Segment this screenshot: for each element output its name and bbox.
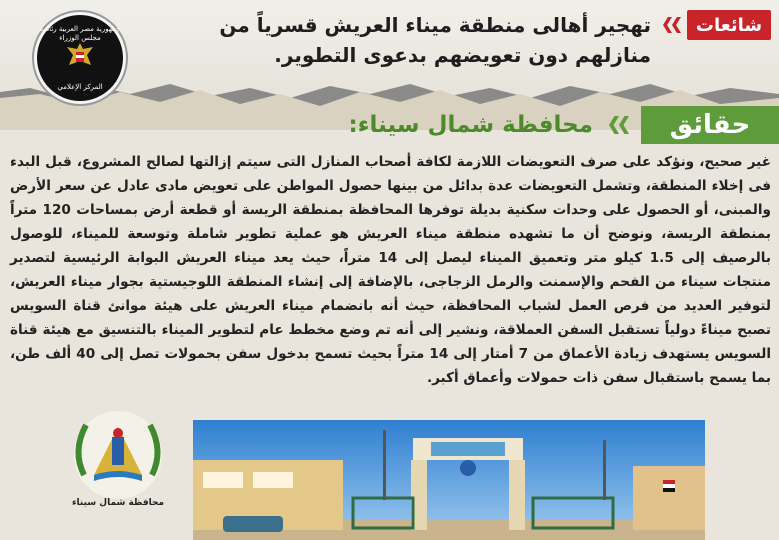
logo-bottom-text: المركز الإعلامي: [57, 83, 103, 91]
chevron-left-icon: [663, 17, 681, 33]
logo-top-text: جمهورية مصر العربية رئاسة مجلس الوزراء: [39, 25, 121, 42]
facts-heading: محافظة شمال سيناء:: [348, 112, 593, 138]
rumor-text: تهجير أهالى منطقة ميناء العريش قسرياً من منازلهم دون تعويضهم بدعوى التطوير.: [219, 13, 651, 67]
chevron-left-icon: [609, 116, 629, 134]
governorate-caption: محافظة شمال سيناء: [71, 498, 165, 508]
facts-body: غير صحيح، ونؤكد على صرف التعويضات اللازمة لكافة أصحاب المنازل التى سيتم إزالتها لصالح المشروع، قبل البدء فى إخلاء المنطقة، وتشمل التعويضات عدة بدائل من بينها حصول المواطن على تعويض مادى عادل عن سعر الأرض والمبنى، أو الحصول على وحدات سكنية بديلة توفرها المحافظة بمنطقة الريسة أو قطعة أرض بمساحات 120 متراً بمنطقة الريسة، ونوضح أن ما تشهده منطقة ميناء العريش هو عملية تطوير شاملة وتوسعة للميناء، للوصول بالرصيف إلى 1.5 كيلو متر وتعميق الميناء ليصل إلى 14 متراً، حيث يعد ميناء العريش البوابة الرئيسية لتصدير منتجات سيناء من الفحم والإسمنت والرمل الزجاجى، بالإضافة إلى إنشاء المنطقة اللوجيستية بجوار ميناء العريش، لتوفير العديد من فرص العمل لشباب المحافظة، حيث أنه بانضمام ميناء العريش على هيئة موانئ قناة السويس تصبح ميناءً دولياً تستقبل السفن العملاقة، ونشير إلى أنه تم وضع مخطط عام لتطوير الميناء بالتنسيق مع هيئة قناة السويس يستهدف زيادة الأعماق من 7 أمتار إلى 14 متراً بحيث تسمح بدخول سفن بحمولات تصل إلى 40 ألف طن، بما يسمح باستقبال سفن ذات حمولات وأعماق أكبر.: [10, 154, 771, 386]
facts-tag: حقائق: [641, 106, 779, 144]
arish-port-photo: [193, 420, 705, 540]
rumor-tag: شائعات: [687, 10, 771, 40]
eagle-emblem-icon: [63, 41, 97, 73]
cabinet-media-center-logo: [34, 12, 126, 104]
